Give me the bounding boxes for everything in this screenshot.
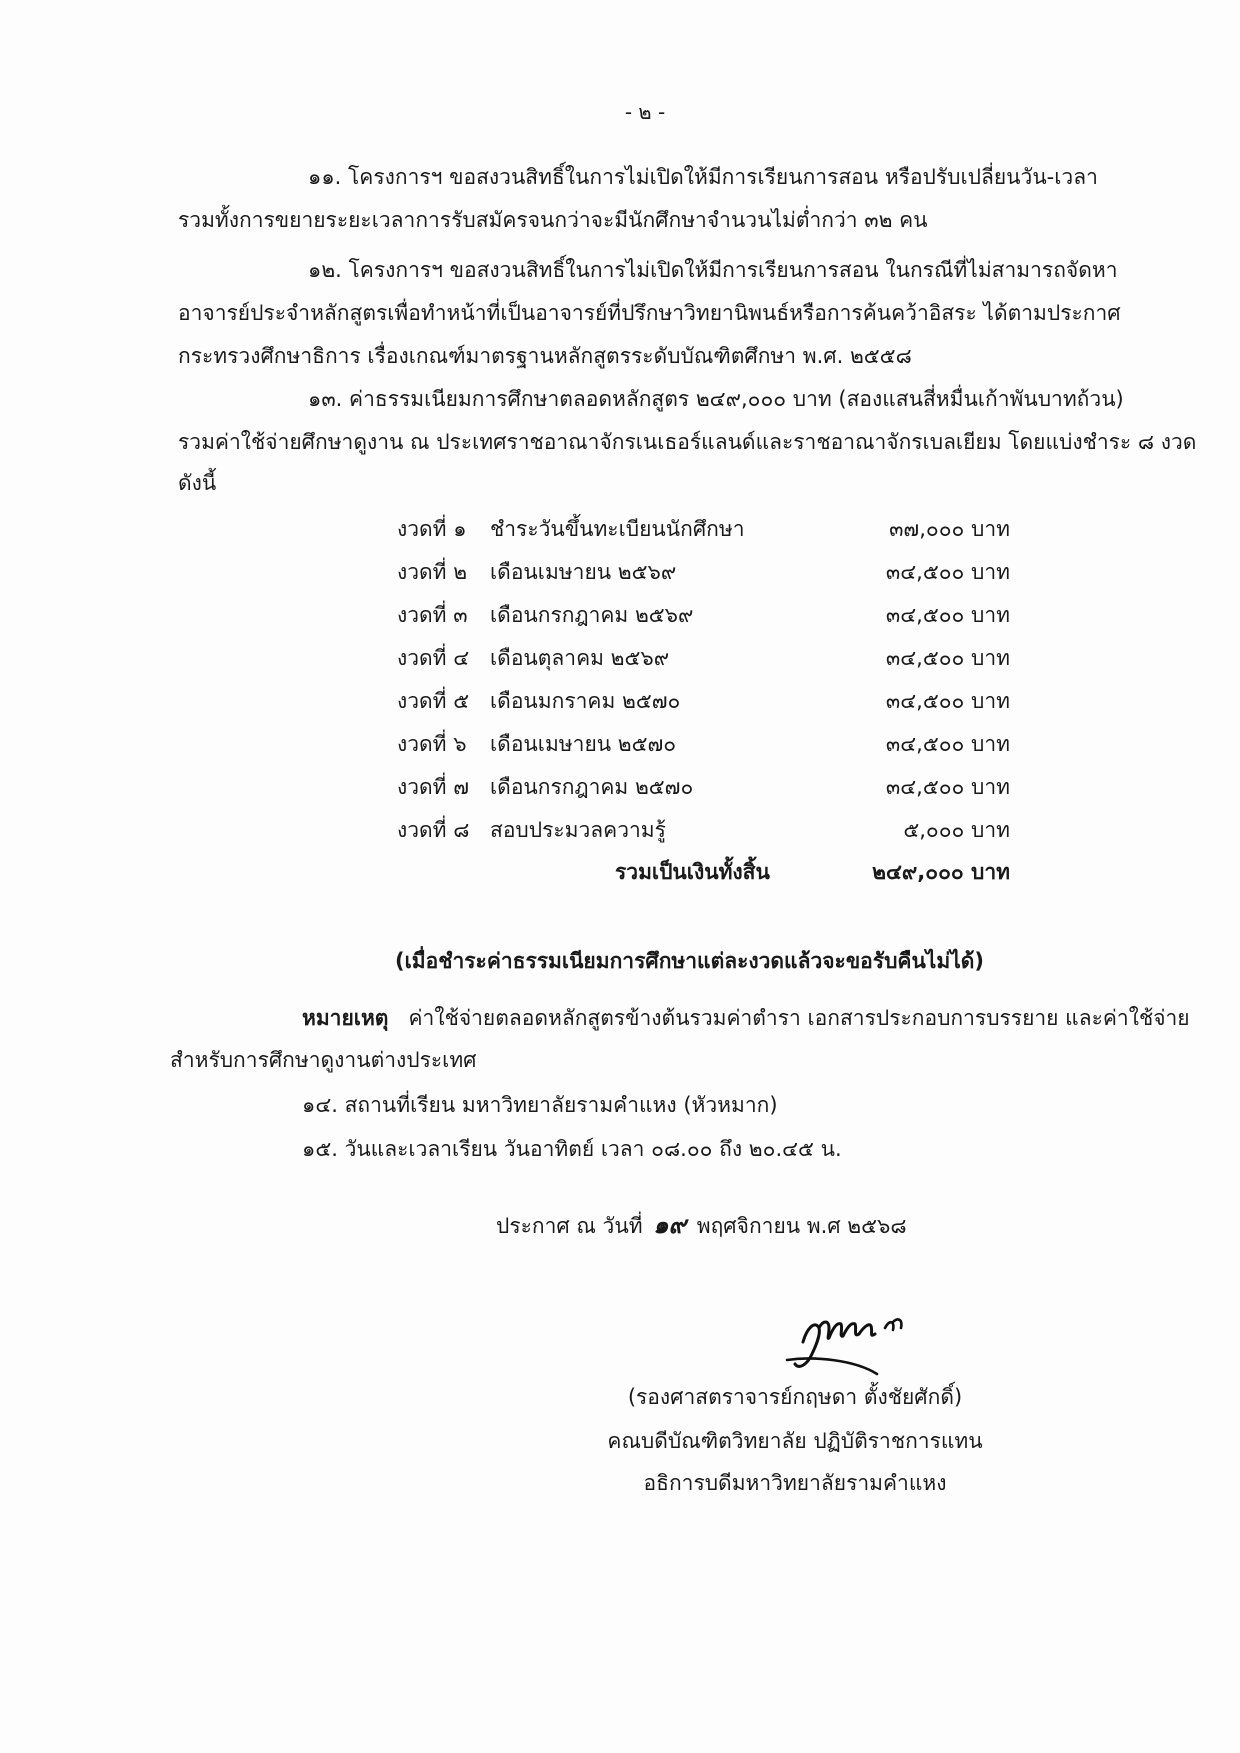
installment-7-label: งวดที่ ๗ bbox=[397, 775, 469, 799]
remark-line-2: สำหรับการศึกษาดูงานต่างประเทศ bbox=[170, 1048, 477, 1072]
clause-11-line-2: รวมทั้งการขยายระยะเวลาการรับสมัครจนกว่าจะมีนักศึกษาจำนวนไม่ต่ำกว่า ๓๒ คน bbox=[178, 208, 928, 232]
clause-15: ๑๕. วันและเวลาเรียน วันอาทิตย์ เวลา ๐๘.๐๐ ถึง ๒๐.๔๕ น. bbox=[302, 1137, 842, 1161]
installment-1-amount: ๓๗,๐๐๐ บาท bbox=[889, 517, 1010, 541]
installment-2-label: งวดที่ ๒ bbox=[397, 560, 468, 584]
announcement-suffix: พฤศจิกายน พ.ศ ๒๕๖๘ bbox=[696, 1214, 907, 1238]
installment-5-desc: เดือนมกราคม ๒๕๗๐ bbox=[490, 689, 681, 713]
installment-7-amount: ๓๔,๕๐๐ บาท bbox=[885, 775, 1010, 799]
installment-6-amount: ๓๔,๕๐๐ บาท bbox=[885, 732, 1010, 756]
page-number: - ๒ - bbox=[624, 100, 666, 124]
installment-8-desc: สอบประมวลความรู้ bbox=[490, 818, 666, 842]
announcement-day-handwritten: ๑๙ bbox=[653, 1210, 687, 1239]
installment-6-desc: เดือนเมษายน ๒๕๗๐ bbox=[490, 732, 677, 756]
installment-8-amount: ๕,๐๐๐ บาท bbox=[903, 818, 1010, 842]
installment-5-label: งวดที่ ๕ bbox=[397, 689, 470, 713]
clause-13-line-2: รวมค่าใช้จ่ายศึกษาดูงาน ณ ประเทศราชอาณาจักรเนเธอร์แลนด์และราชอาณาจักรเบลเยียม โดยแบ่งชำระ ๘ งวด bbox=[178, 430, 1197, 454]
clause-14: ๑๔. สถานที่เรียน มหาวิทยาลัยรามคำแหง (หัวหมาก) bbox=[302, 1093, 778, 1117]
installment-8-label: งวดที่ ๘ bbox=[397, 818, 470, 842]
signatory-position-1: คณบดีบัณฑิตวิทยาลัย ปฏิบัติราชการแทน bbox=[607, 1429, 983, 1453]
installment-4-desc: เดือนตุลาคม ๒๕๖๙ bbox=[490, 646, 670, 670]
clause-12-line-1: ๑๒. โครงการฯ ขอสงวนสิทธิ์ในการไม่เปิดให้มีการเรียนการสอน ในกรณีที่ไม่สามารถจัดหา bbox=[308, 258, 1118, 282]
installment-1-label: งวดที่ ๑ bbox=[397, 517, 467, 541]
installment-2-desc: เดือนเมษายน ๒๕๖๙ bbox=[490, 560, 677, 584]
total-amount: ๒๔๙,๐๐๐ บาท bbox=[872, 860, 1010, 884]
clause-12-line-2: อาจารย์ประจำหลักสูตรเพื่อทำหน้าที่เป็นอาจารย์ที่ปรึกษาวิทยานิพนธ์หรือการค้นคว้าอิสระ ได้ตามประกาศ bbox=[178, 301, 1121, 325]
installment-5-amount: ๓๔,๕๐๐ บาท bbox=[885, 689, 1010, 713]
installment-7-desc: เดือนกรกฎาคม ๒๕๗๐ bbox=[490, 775, 694, 799]
installment-4-label: งวดที่ ๔ bbox=[397, 646, 470, 670]
remark-heading: หมายเหตุ bbox=[302, 1006, 389, 1030]
announcement-prefix: ประกาศ ณ วันที่ bbox=[496, 1214, 643, 1238]
remark-line-1 bbox=[302, 1003, 1190, 1033]
installment-3-desc: เดือนกรกฎาคม ๒๕๖๙ bbox=[490, 603, 694, 627]
clause-13-line-1: ๑๓. ค่าธรรมเนียมการศึกษาตลอดหลักสูตร ๒๔๙,๐๐๐ บาท (สองแสนสี่หมื่นเก้าพันบาทถ้วน) bbox=[308, 387, 1124, 411]
signatory-name: (รองศาสตราจารย์กฤษดา ตั้งชัยศักดิ์) bbox=[627, 1385, 963, 1409]
installment-3-label: งวดที่ ๓ bbox=[397, 603, 468, 627]
remark-text-1: ค่าใช้จ่ายตลอดหลักสูตรข้างต้นรวมค่าตำรา เอกสารประกอบการบรรยาย และค่าใช้จ่าย bbox=[408, 1006, 1190, 1030]
handwritten-signature bbox=[785, 1298, 925, 1378]
announcement-date bbox=[496, 1210, 907, 1241]
clause-13-line-3: ดังนี้ bbox=[178, 471, 217, 495]
refund-note: (เมื่อชำระค่าธรรมเนียมการศึกษาแต่ละงวดแล้วจะขอรับคืนไม่ได้) bbox=[395, 949, 985, 973]
installment-3-amount: ๓๔,๕๐๐ บาท bbox=[885, 603, 1010, 627]
total-label: รวมเป็นเงินทั้งสิ้น bbox=[615, 860, 770, 884]
installment-4-amount: ๓๔,๕๐๐ บาท bbox=[885, 646, 1010, 670]
signatory-position-2: อธิการบดีมหาวิทยาลัยรามคำแหง bbox=[643, 1471, 947, 1495]
clause-12-line-3: กระทรวงศึกษาธิการ เรื่องเกณฑ์มาตรฐานหลักสูตรระดับบัณฑิตศึกษา พ.ศ. ๒๕๕๘ bbox=[178, 344, 912, 368]
installment-1-desc: ชำระวันขึ้นทะเบียนนักศึกษา bbox=[490, 517, 745, 541]
installment-6-label: งวดที่ ๖ bbox=[397, 732, 467, 756]
installment-2-amount: ๓๔,๕๐๐ บาท bbox=[885, 560, 1010, 584]
clause-11-line-1: ๑๑. โครงการฯ ขอสงวนสิทธิ์ในการไม่เปิดให้มีการเรียนการสอน หรือปรับเปลี่ยนวัน-เวลา bbox=[308, 165, 1098, 189]
